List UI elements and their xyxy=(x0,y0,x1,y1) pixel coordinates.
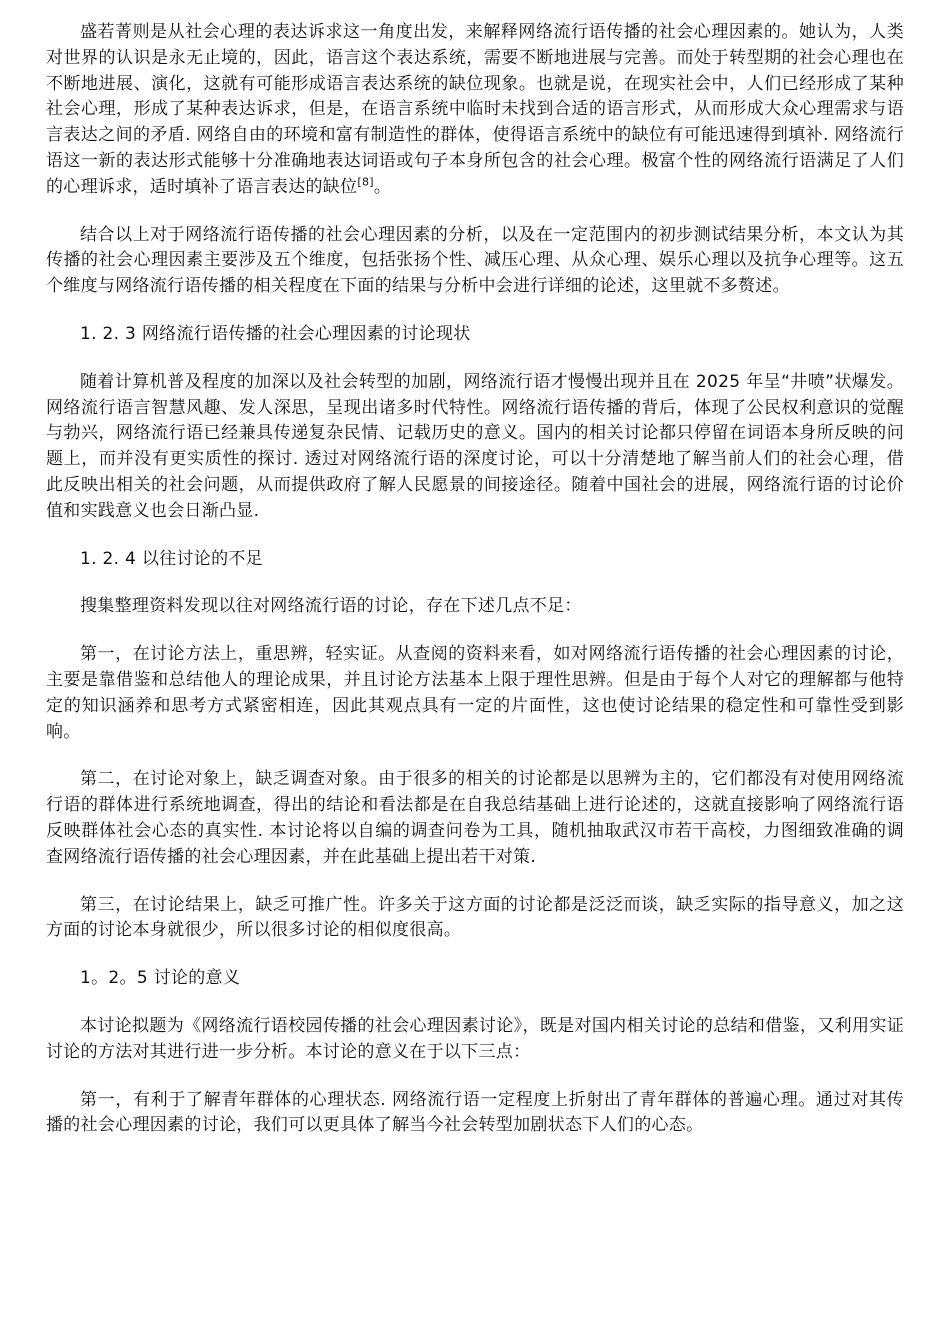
citation-8[interactable]: [8] xyxy=(357,175,374,189)
paragraph-3: 随着计算机普及程度的加深以及社会转型的加剧，网络流行语才慢慢出现并且在 2025 年呈“井喷”状爆发。网络流行语言智慧风趣、发人深思，呈现出诸多时代特性。网络流行语传播的背后，体现了公民权利意识的觉醒与勃兴，网络流行语已经兼具传递复杂民情、记载历史的意义。国内的相关讨论都只停留在词语本身所反映的问题上，而并没有更实质性的探讨. 透过对网络流行语的深度讨论，可以十分清楚地了解当前人们的社会心理，借此反映出相关的社会问题，从而提供政府了解人民愿景的间接途径。随着中国社会的进展，网络流行语的讨论价值和实践意义也会日渐凸显. xyxy=(46,371,904,521)
section-heading-1-2-4: 1. 2. 4 以往讨论的不足 xyxy=(80,548,263,569)
paragraph-1-end: 。 xyxy=(373,176,392,197)
paragraph-9: 第一，有利于了解青年群体的心理状态. 网络流行语一定程度上折射出了青年群体的普遍心理。通过对其传播的社会心理因素的讨论，我们可以更具体了解当今社会转型加剧状态下人们的心态。 xyxy=(46,1089,904,1136)
paragraph-2: 结合以上对于网络流行语传播的社会心理因素的分析，以及在一定范围内的初步测试结果分析，本文认为其传播的社会心理因素主要涉及五个维度，包括张扬个性、减压心理、从众心理、娱乐心理以及抗争心理等。这五个维度与网络流行语传播的相关程度在下面的结果与分析中会进行详细的论述，这里就不多赘述。 xyxy=(46,224,904,297)
paragraph-8: 本讨论拟题为《网络流行语校园传播的社会心理因素讨论》，既是对国内相关讨论的总结和借鉴，又利用实证讨论的方法对其进行进一步分析。本讨论的意义在于以下三点： xyxy=(46,1015,904,1062)
section-heading-1-2-5: 1。2。5 讨论的意义 xyxy=(80,968,241,989)
paragraph-5: 第一，在讨论方法上，重思辨，轻实证。从查阅的资料来看，如对网络流行语传播的社会心理因素的讨论，主要是靠借鉴和总结他人的理论成果，并且讨论方法基本上限于理性思辨。但是由于每个人对它的理解都与他特定的知识涵养和思考方式紧密相连，因此其观点具有一定的片面性，这也使讨论结果的稳定性和可靠性受到影响。 xyxy=(46,644,904,742)
paragraph-7: 第三，在讨论结果上，缺乏可推广性。许多关于这方面的讨论都是泛泛而谈，缺乏实际的指导意义，加之这方面的讨论本身就很少，所以很多讨论的相似度很高。 xyxy=(46,894,904,941)
paragraph-1-text: 盛若菁则是从社会心理的表达诉求这一角度出发，来解释网络流行语传播的社会心理因素的。她认为，人类对世界的认识是永无止境的，因此，语言这个表达系统，需要不断地进展与完善。而处于转型期的社会心理也在不断地进展、演化，这就有可能形成语言表达系统的缺位现象。也就是说，在现实社会中，人们已经形成了某种社会心理，形成了某种表达诉求，但是，在语言系统中临时未找到合适的语言形式，从而形成大众心理需求与语言表达之间的矛盾. 网络自由的环境和富有制造性的群体，使得语言系统中的缺位有可能迅速得到填补. 网络流行语这一新的表达形式能够十分准确地表达词语或句子本身所包含的社会心理。极富个性的网络流行语满足了人们的心理诉求，适时填补了语言表达的缺位 xyxy=(46,22,904,197)
paragraph-6: 第二，在讨论对象上，缺乏调查对象。由于很多的相关的讨论都是以思辨为主的，它们都没有对使用网络流行语的群体进行系统地调查，得出的结论和看法都是在自我总结基础上进行论述的，这就直接影响了网络流行语反映群体社会心态的真实性. 本讨论将以自编的调查问卷为工具，随机抽取武汉市若干高校，力图细致准确的调查网络流行语传播的社会心理因素，并在此基础上提出若干对策. xyxy=(46,769,904,867)
paragraph-4: 搜集整理资料发现以往对网络流行语的讨论，存在下述几点不足： xyxy=(80,596,582,617)
section-heading-1-2-3: 1. 2. 3 网络流行语传播的社会心理因素的讨论现状 xyxy=(80,323,471,344)
paragraph-1 xyxy=(46,20,904,201)
document-page xyxy=(46,20,904,1139)
